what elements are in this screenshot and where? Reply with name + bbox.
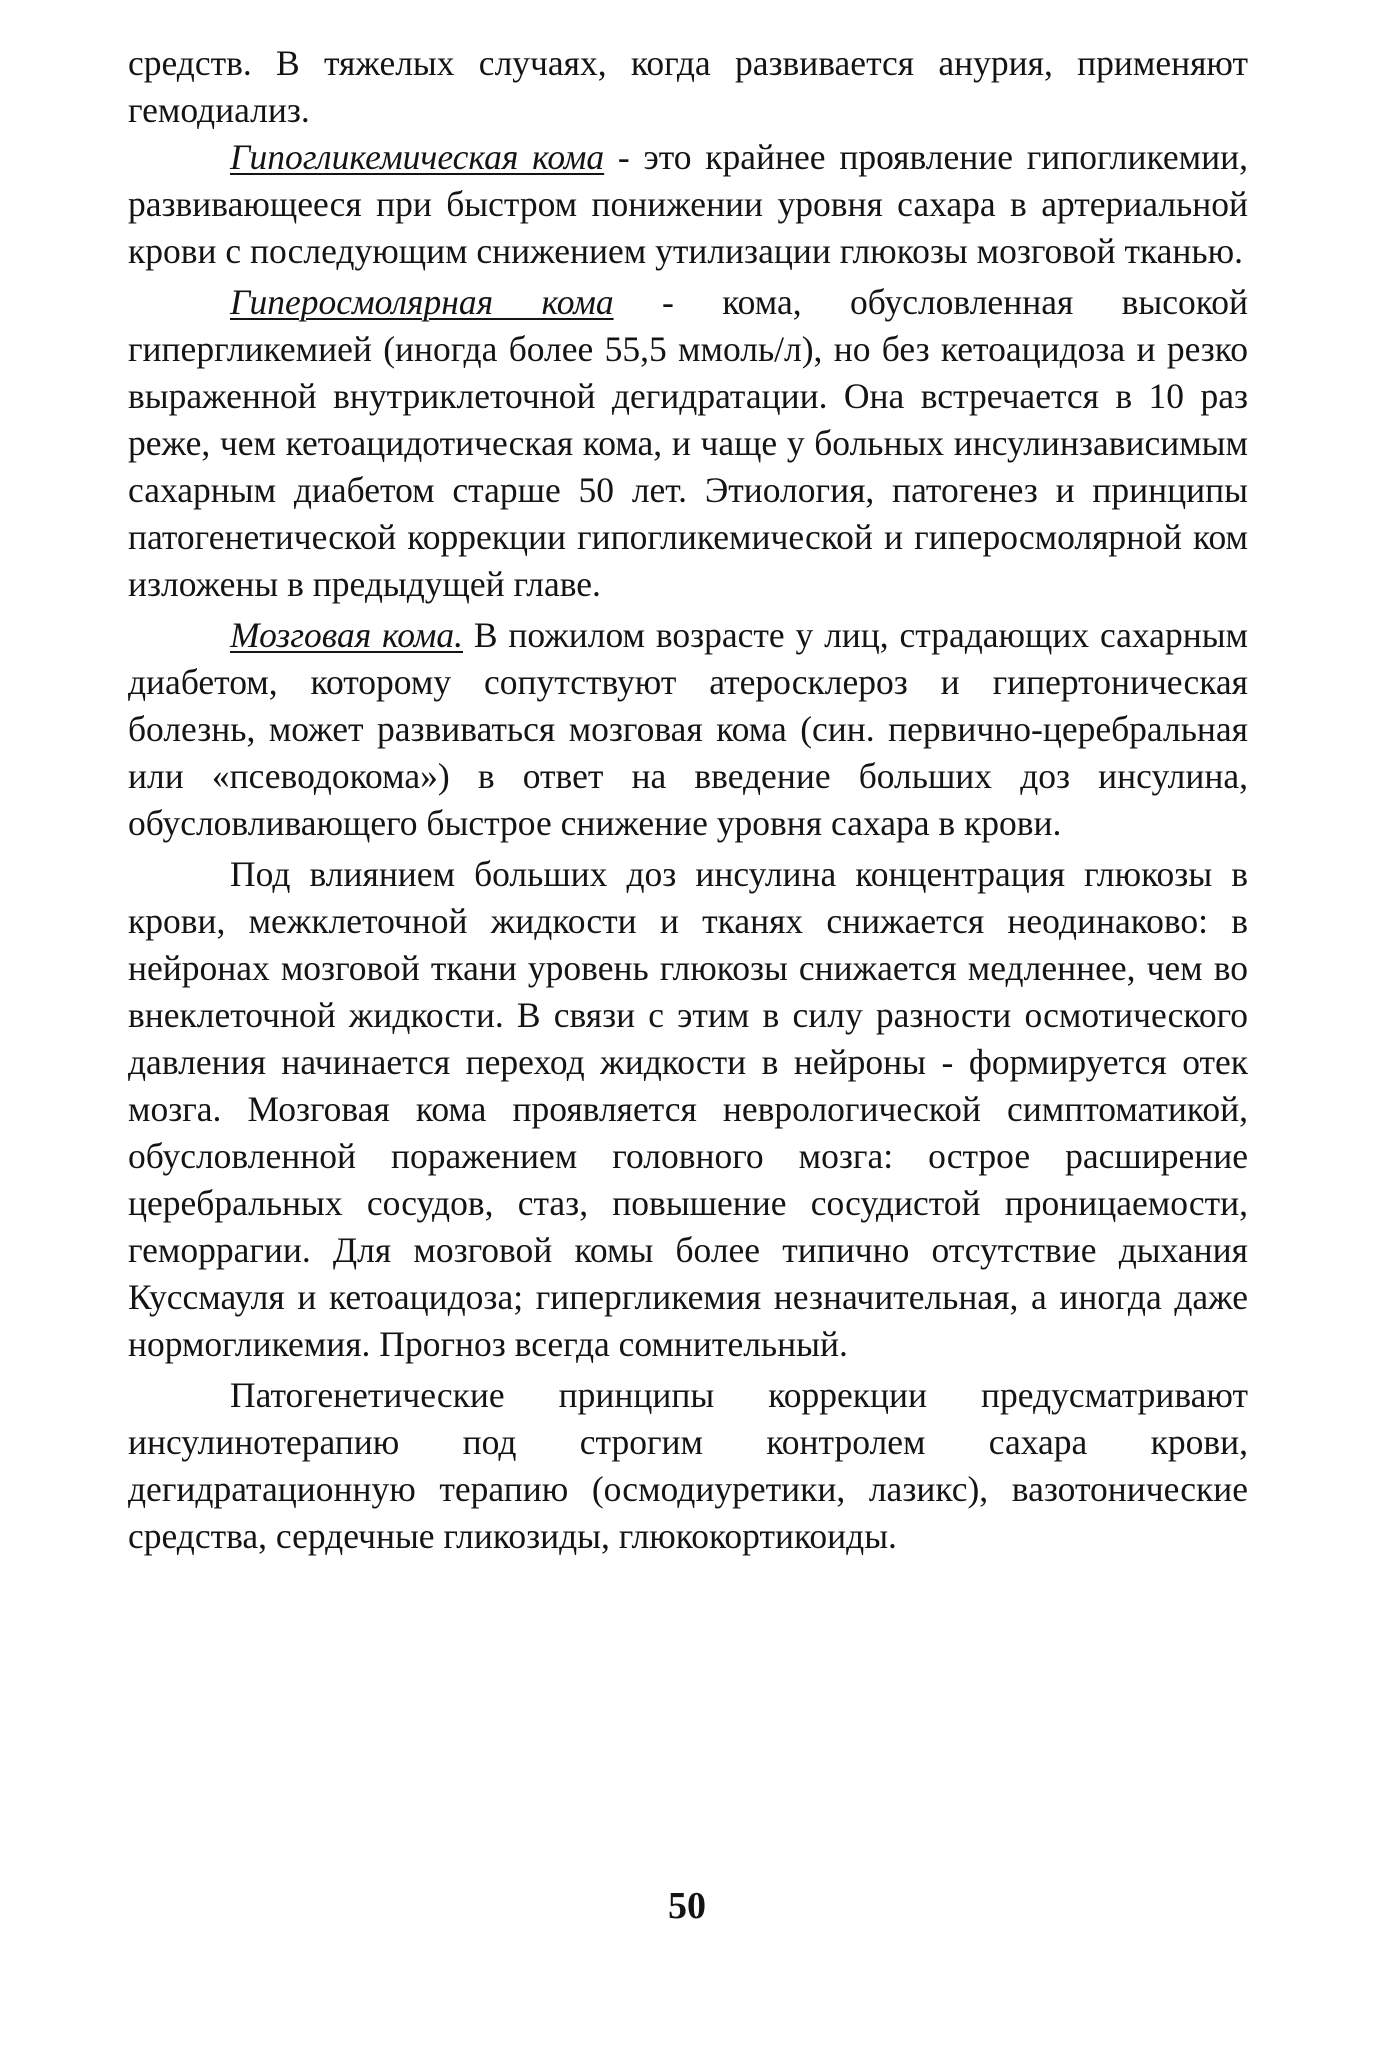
paragraph-hyperosmolar-coma bbox=[128, 279, 1248, 608]
paragraph-hypoglycemic-text: - это крайнее проявление гипогликемии, развивающееся при быстром понижении уровня сахара в артериальной крови с последующим снижением утилизации глюкозы мозговой тканью. bbox=[128, 137, 1248, 271]
page-number: 50 bbox=[668, 1885, 706, 1927]
term-hyperosmolar-coma: Гиперосмолярная кома bbox=[230, 282, 614, 322]
paragraph-pathogenetic-correction: Патогенетические принципы коррекции предусматривают инсулинотерапию под строгим контролем сахара крови, дегидратационную терапию (осмодиуретики, лазикс), вазотонические средства, сердечные гликозиды, глюкокортикоиды. bbox=[128, 1375, 1248, 1556]
paragraph-hyperosmolar-text: - кома, обусловленная высокой гипергликемией (иногда более 55,5 ммоль/л), но без кетоацидоза и резко выраженной внутриклеточной дегидратации. Она встречается в 10 раз реже, чем кетоацидотическая кома, и чаще у больных инсулинзависимым сахарным диабетом старше 50 лет. Этиология, патогенез и принципы патогенетической коррекции гипогликемической и гиперосмолярной ком изложены в предыдущей главе. bbox=[128, 282, 1248, 604]
term-hypoglycemic-coma: Гипогликемическая кома bbox=[230, 137, 605, 177]
paragraph-insulin-influence: Под влиянием больших доз инсулина концентрация глюкозы в крови, межклеточной жидкости и тканях снижается неодинаково: в нейронах мозговой ткани уровень глюкозы снижается медленнее, чем во внеклеточной жидкости. В связи с этим в силу разности осмотического давления начинается переход жидкости в нейроны - формируется отек мозга. Мозговая кома проявляется неврологической симптоматикой, обусловленной поражением головного мозга: острое расширение церебральных сосудов, стаз, повышение сосудистой проницаемости, геморрагии. Для мозговой комы более типично отсутствие дыхания Куссмауля и кетоацидоза; гипергликемия незначительная, а иногда даже нормогликемия. Прогноз всегда сомнительный. bbox=[128, 854, 1248, 1364]
paragraph-continuation: средств. В тяжелых случаях, когда развивается анурия, применяют гемодиализ. bbox=[128, 43, 1248, 130]
paragraph-brain-coma-text: В пожилом возрасте у лиц, страдающих сахарным диабетом, которому сопутствуют атеросклероз и гипертоническая болезнь, может развиваться мозговая кома (син. первично-церебральная или «псеводокома») в ответ на введение больших доз инсулина, обусловливающего быстрое снижение уровня сахара в крови. bbox=[128, 615, 1249, 843]
paragraph-brain-coma bbox=[128, 612, 1248, 847]
document-page bbox=[128, 40, 1248, 1560]
term-brain-coma: Мозговая кома. bbox=[230, 615, 463, 655]
paragraph-hypoglycemic-coma bbox=[128, 134, 1248, 275]
